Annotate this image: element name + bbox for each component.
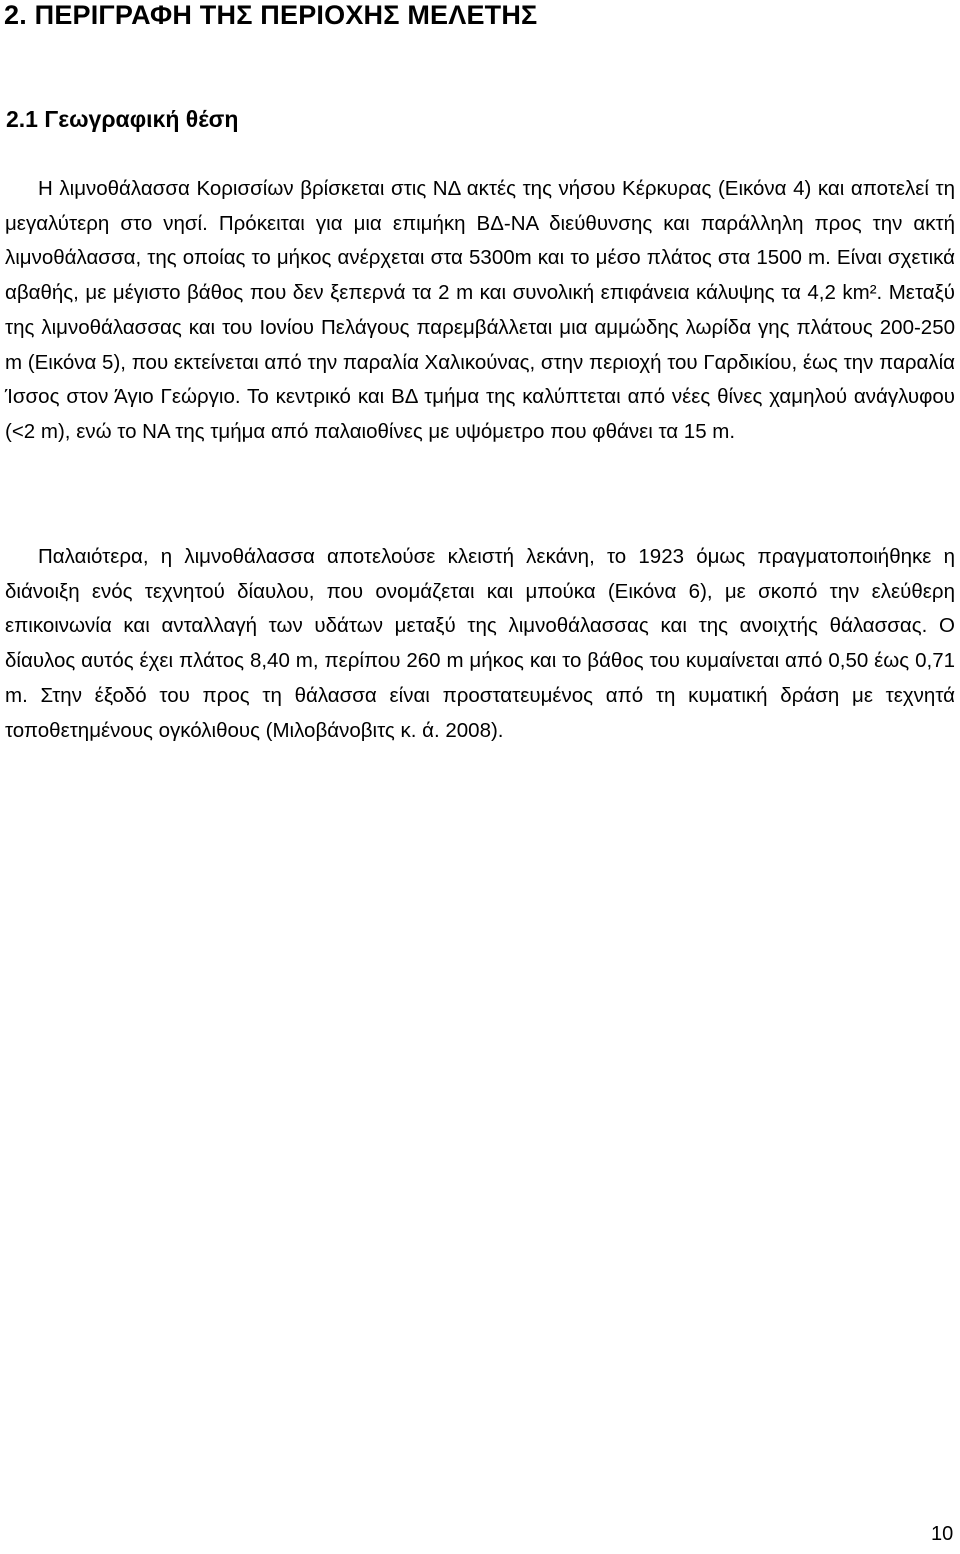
paragraph-2: Παλαιότερα, η λιμνοθάλασσα αποτελούσε κλειστή λεκάνη, το 1923 όμως πραγματοποιήθηκε η διάνοιξη ενός τεχνητού δίαυλου, που ονομάζεται και μπούκα (Εικόνα 6), με σκοπό την ελεύθερη επικοινωνία και ανταλλαγή των υδάτων μεταξύ της λιμνοθάλασσας και της ανοιχτής θάλασσας. Ο δίαυλος αυτός έχει πλάτος 8,40 m, περίπου 260 m μήκος και το βάθος του κυμαίνεται από 0,50 έως 0,71 m. Στην έξοδό του προς τη θάλασσα είναι προστατευμένος από τη κυματική δράση με τεχνητά τοποθετημένους ογκόλιθους (Μιλοβάνοβιτς κ. ά. 2008). [5, 545, 955, 742]
chapter-heading: 2. ΠΕΡΙΓΡΑΦΗ ΤΗΣ ΠΕΡΙΟΧΗΣ ΜΕΛΕΤΗΣ [4, 0, 538, 30]
page-number: 10 [931, 1523, 954, 1545]
paragraph-1: Η λιμνοθάλασσα Κορισσίων βρίσκεται στις ΝΔ ακτές της νήσου Κέρκυρας (Εικόνα 4) και αποτελεί τη μεγαλύτερη στο νησί. Πρόκειται για μια επιμήκη ΒΔ-ΝΑ διεύθυνσης και παράλληλη προς την ακτή λιμνοθάλασσα, της οποίας το μήκος ανέρχεται στα 5300m και το μέσο πλάτος στα 1500 m. Είναι σχετικά αβαθής, με μέγιστο βάθος που δεν ξεπερνά τα 2 m και συνολική επιφάνεια κάλυψης τα 4,2 km². Μεταξύ της λιμνοθάλασσας και του Ιονίου Πελάγους παρεμβάλλεται μια αμμώδης λωρίδα γης πλάτους 200-250 m (Εικόνα 5), που εκτείνεται από την παραλία Χαλικούνας, στην περιοχή του Γαρδικίου, έως την παραλία Ίσσος στον Άγιο Γεώργιο. Το κεντρικό και ΒΔ τμήμα της καλύπτεται από νέες θίνες χαμηλού ανάγλυφου (<2 m), ενώ το ΝΑ της τμήμα από παλαιοθίνες με υψόμετρο που φθάνει τα 15 m. [5, 177, 955, 443]
section-heading: 2.1 Γεωγραφική θέση [6, 106, 239, 132]
